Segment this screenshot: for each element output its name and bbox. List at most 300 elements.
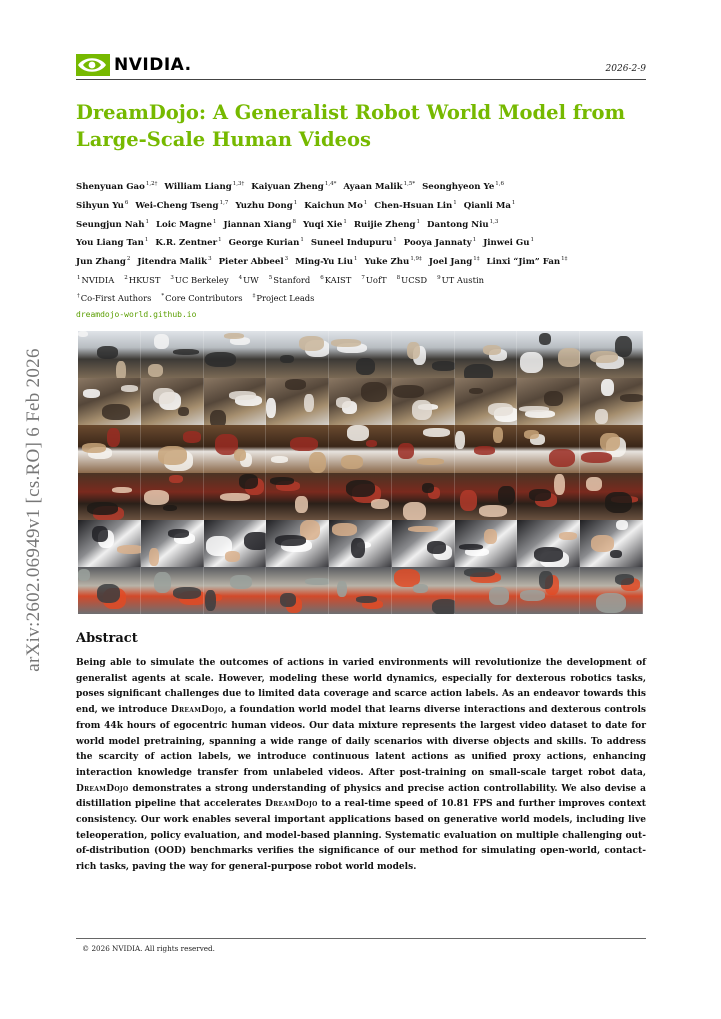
author-affiliation-marker: 1,9‡ (410, 256, 422, 263)
affiliation: $^4$UW (238, 274, 259, 285)
author-affiliation-marker: 1,5* (403, 181, 416, 187)
frame-object (494, 407, 518, 422)
affiliation: $^5$Stanford (268, 274, 311, 285)
frame-object (469, 388, 483, 394)
frame-object (93, 506, 124, 520)
frame-object (295, 496, 308, 513)
frame-object (423, 428, 450, 437)
author-affiliation-marker: 1 (145, 218, 149, 225)
affiliation: $^2$HKUST (124, 274, 161, 285)
frame-object (299, 336, 324, 351)
author-affiliation-marker: 8 (292, 218, 296, 225)
frame-object (413, 346, 426, 365)
frame-object (351, 538, 365, 558)
frame-object (337, 581, 347, 597)
author-affiliation-marker: 1 (453, 199, 457, 206)
video-frame (204, 331, 267, 378)
project-url-link[interactable]: dreamdojo-world.github.io (76, 309, 197, 319)
frame-object (229, 391, 256, 400)
author-name: Chen-Hsuan Lin$^1$ (374, 199, 457, 211)
frame-object (305, 340, 329, 357)
frame-object (366, 440, 377, 447)
frame-object (97, 584, 120, 603)
frame-object (611, 496, 638, 503)
frame-object (300, 520, 320, 540)
frame-object (427, 541, 446, 554)
title-line-1: DreamDojo: A Generalist Robot World Model from (76, 101, 626, 124)
video-frame (204, 473, 267, 520)
author-line (76, 177, 656, 196)
video-frame (204, 567, 267, 614)
affiliation: $^7$UofT (361, 274, 387, 285)
affiliation: $^8$UCSD (396, 274, 428, 285)
video-frame (580, 425, 643, 472)
author-affiliation-marker: 1,7 (219, 199, 229, 206)
frame-object (164, 450, 193, 471)
frame-object (148, 364, 163, 377)
frame-object (154, 572, 171, 593)
frame-object (149, 548, 159, 566)
frame-object (239, 474, 258, 489)
video-frame (266, 473, 329, 520)
frame-object (245, 478, 264, 495)
frame-object (586, 477, 602, 491)
frame-object (215, 434, 238, 455)
author-name: Sihyun Yu$^6$ (76, 199, 129, 211)
video-frame (329, 567, 392, 614)
abstract-text: Being able to simulate the outcomes of actions in varied environments will revolutionize the development of generalist agents at scale. However, modeling these world dynamics, especially for dexterous robotics tasks, poses significant challenges due to limited data coverage and scarce action labels. As an endeavor towards this end, we introduce DreamDojo, a foundation world model that learns diverse interactions and dexterous controls from 44k hours of egocentric human videos. Our data mixture represents the largest video dataset to date for world model pretraining, spanning a wide range of daily scenarios with diverse objects and skills. To address the scarcity of action labels, we introduce continuous latent actions as unified proxy actions, enhancing interaction knowledge transfer from unlabeled videos. After post-training on small-scale target robot data, DreamDojo demonstrates a strong understanding of physics and precise action controllability. We also devise a distillation pipeline that accelerates DreamDojo to a real-time speed of 10.81 FPS and further improves context consistency. Our work enables several important applications based on generative world models, including live teleoperation, policy evaluation, and model-based planning. Systematic evaluation on multiple challenging out-of-distribution (OOD) benchmarks verifies the significance of our method for simulating open-world, contact-rich tasks, paving the way for general-purpose robot world models. (76, 658, 647, 873)
frame-object (590, 351, 618, 363)
frame-object (591, 535, 614, 552)
video-frame (266, 378, 329, 425)
footer-rule (76, 938, 646, 939)
author-name: William Liang$^{1,3\dagger}$ (164, 181, 245, 192)
video-frame (455, 378, 518, 425)
frame-object (455, 431, 465, 449)
video-frame (78, 567, 141, 614)
author-note: *Core Contributors (161, 292, 243, 303)
frame-object (304, 394, 314, 412)
model-name: DreamDojo (76, 783, 129, 794)
frame-object (281, 539, 312, 552)
frame-object (205, 590, 216, 611)
frame-object (168, 529, 189, 538)
frame-object (356, 358, 375, 375)
video-frame (329, 378, 392, 425)
teaser-figure (78, 331, 643, 614)
video-frame (392, 378, 455, 425)
frame-object (535, 493, 557, 507)
author-name: Dantong Niu$^{1,3}$ (427, 218, 499, 230)
frame-object (352, 484, 381, 503)
frame-object (117, 545, 141, 554)
frame-object (559, 532, 577, 540)
video-frame (392, 520, 455, 567)
frame-object (220, 493, 250, 501)
author-name: K.R. Zentner$^1$ (155, 237, 222, 249)
video-frame (329, 520, 392, 567)
frame-object (230, 575, 252, 589)
author-lines (76, 177, 656, 271)
header-date: 2026-2-9 (605, 64, 646, 74)
author-name: Pooya Jannaty$^1$ (403, 237, 477, 249)
video-frame (204, 378, 267, 425)
frame-object (224, 333, 244, 339)
author-affiliation-marker: 1,3† (232, 181, 245, 187)
video-frame (392, 331, 455, 378)
frame-object (600, 433, 620, 451)
frame-object (524, 430, 539, 439)
frame-object (428, 487, 440, 499)
frame-object (275, 535, 306, 546)
frame-object (230, 337, 250, 345)
video-frame (392, 473, 455, 520)
video-frame (266, 520, 329, 567)
author-name: Pieter Abbeel$^3$ (218, 256, 289, 268)
frame-object (97, 346, 118, 359)
author-line (76, 215, 656, 234)
author-affiliation-marker: 1,2† (145, 181, 158, 187)
author-affiliation-marker: 1 (511, 199, 516, 206)
frame-object (605, 492, 632, 513)
frame-object (615, 336, 632, 357)
video-frame (455, 520, 518, 567)
title-line-2: Large-Scale Human Videos (76, 128, 372, 151)
frame-object (183, 431, 201, 443)
video-frame (78, 331, 141, 378)
author-name: Joel Jang$^{1\ddagger}$ (428, 256, 480, 268)
video-frame (329, 425, 392, 472)
frame-object (210, 410, 226, 425)
frame-object (610, 550, 622, 558)
author-name: Linxi “Jim” Fan$^{1\ddagger}$ (486, 256, 568, 268)
frame-object (596, 355, 624, 369)
frame-object (206, 536, 232, 556)
video-frame (78, 520, 141, 567)
frame-object (107, 428, 120, 447)
frame-object (489, 587, 509, 605)
author-name: Ruijie Zheng$^1$ (353, 218, 421, 230)
author-name: Kaichun Mo$^1$ (304, 199, 368, 211)
model-name: DreamDojo (170, 705, 224, 716)
author-name: Jiannan Xiang$^8$ (223, 218, 296, 230)
frame-object (225, 551, 240, 562)
frame-object (234, 449, 246, 461)
frame-object (540, 551, 569, 567)
frame-object (407, 342, 420, 359)
author-name: Jitendra Malik$^3$ (137, 256, 212, 268)
video-frame (455, 473, 518, 520)
video-frame (141, 473, 204, 520)
video-frame (580, 473, 643, 520)
frame-object (558, 348, 580, 367)
author-name: Jinwei Gu$^1$ (483, 237, 535, 249)
video-frame (517, 425, 580, 472)
frame-object (173, 587, 201, 599)
frame-object (266, 398, 276, 418)
affiliation: $^6$KAIST (320, 274, 352, 285)
author-name: Shenyuan Gao$^{1,2\dagger}$ (76, 181, 158, 192)
video-frame (78, 473, 141, 520)
frame-object (545, 575, 559, 595)
frame-object (285, 379, 306, 390)
model-name: DreamDojo (265, 799, 318, 810)
frame-object (98, 530, 114, 548)
author-name: Loic Magne$^1$ (155, 218, 217, 230)
frame-object (493, 427, 503, 443)
frame-object (92, 526, 108, 542)
author-affiliation-marker: 1 (393, 237, 397, 244)
frame-object (290, 437, 318, 451)
affiliations-line (76, 271, 656, 289)
frame-object (159, 392, 181, 410)
author-name: Jun Zhang$^2$ (76, 256, 131, 268)
frame-object (357, 542, 371, 548)
frame-object (408, 526, 438, 532)
author-name: Ayaan Malik$^{1,5*}$ (343, 181, 416, 192)
frame-object (305, 578, 329, 585)
frame-object (403, 502, 426, 520)
video-frame (141, 378, 204, 425)
frame-object (432, 361, 455, 371)
frame-object (336, 397, 351, 408)
frame-object (498, 486, 515, 505)
frame-object (581, 452, 612, 463)
author-notes-line (76, 289, 656, 307)
frame-object (179, 591, 204, 605)
nvidia-logo (76, 54, 192, 76)
frame-object (178, 407, 189, 416)
author-name: Wei-Cheng Tseng$^{1,7}$ (135, 199, 229, 211)
author-affiliation-marker: 2 (126, 256, 131, 263)
author-affiliation-marker: 1 (300, 237, 304, 244)
video-frame (141, 331, 204, 378)
author-affiliation-marker: 1 (472, 237, 477, 244)
frame-object (211, 594, 222, 601)
video-frame (580, 331, 643, 378)
frame-object (116, 361, 126, 378)
frame-object (595, 409, 608, 424)
frame-object (102, 404, 130, 420)
author-note: †Co-First Authors (77, 292, 152, 303)
frame-object (331, 339, 361, 347)
frame-object (270, 477, 294, 485)
frame-object (173, 349, 199, 355)
frame-object (361, 382, 387, 402)
author-affiliation-marker: 1‡ (561, 256, 568, 263)
author-affiliation-marker: 1 (416, 218, 421, 225)
video-frame (266, 567, 329, 614)
author-affiliation-marker: 1,3 (489, 218, 499, 225)
author-name: You Liang Tan$^1$ (76, 237, 149, 249)
author-name: Yuzhu Dong$^1$ (235, 199, 298, 211)
video-frame (517, 331, 580, 378)
frame-object (87, 502, 118, 515)
author-affiliation-marker: 6 (124, 199, 129, 206)
author-name: Seungjun Nah$^1$ (76, 218, 149, 230)
author-affiliation-marker: 1 (213, 218, 217, 225)
nvidia-eye-icon (76, 54, 110, 76)
author-affiliation-marker: 1,4* (324, 181, 337, 187)
frame-object (484, 529, 497, 544)
frame-object (519, 406, 549, 412)
author-affiliation-marker: 1 (144, 237, 149, 244)
arxiv-id-text: arXiv:2602.06949v1 [cs.RO] 6 Feb 2026 (23, 348, 44, 672)
frame-object (413, 584, 428, 593)
frame-object (276, 481, 300, 491)
abstract-heading: Abstract (76, 631, 138, 646)
frame-object (332, 523, 357, 536)
frame-object (418, 404, 438, 410)
frame-object (158, 446, 187, 465)
frame-object (153, 388, 175, 404)
frame-object (347, 425, 369, 441)
page-header (76, 52, 646, 82)
frame-object (154, 334, 169, 349)
frame-object (88, 447, 112, 459)
frame-object (620, 394, 643, 402)
frame-object (596, 593, 626, 613)
frame-object (121, 385, 138, 392)
frame-object (460, 490, 477, 511)
frame-object (601, 379, 614, 396)
frame-object (205, 352, 236, 367)
video-frame (517, 473, 580, 520)
video-frame (455, 331, 518, 378)
author-block (76, 177, 656, 322)
video-frame (517, 378, 580, 425)
author-affiliation-marker: 1 (218, 237, 222, 244)
frame-object (525, 410, 555, 418)
video-frame (455, 425, 518, 472)
frame-object (539, 571, 553, 589)
author-name: Ming-Yu Liu$^1$ (295, 256, 358, 268)
frame-object (534, 547, 563, 562)
frame-object (479, 505, 507, 517)
author-affiliation-marker: 1‡ (473, 256, 480, 263)
author-note: ‡Project Leads (252, 292, 315, 303)
frame-object (606, 437, 626, 457)
video-frame (580, 378, 643, 425)
frame-object (615, 574, 634, 585)
author-affiliation-marker: 1 (293, 199, 298, 206)
video-frame (78, 378, 141, 425)
video-frame (204, 520, 267, 567)
video-frame (141, 425, 204, 472)
arxiv-stamp (22, 300, 46, 720)
author-name: Yuke Zhu$^{1,9\ddagger}$ (364, 256, 422, 268)
frame-object (464, 568, 495, 577)
video-frame (329, 473, 392, 520)
frame-object (539, 333, 551, 345)
frame-object (520, 590, 545, 601)
video-frame (204, 425, 267, 472)
author-line (76, 252, 656, 271)
video-frame (455, 567, 518, 614)
video-frame (266, 331, 329, 378)
video-frame (580, 520, 643, 567)
frame-object (520, 352, 543, 373)
frame-object (465, 548, 489, 556)
frame-object (286, 597, 302, 613)
frame-object (356, 596, 377, 603)
frame-object (163, 505, 177, 511)
frame-object (342, 401, 357, 414)
frame-object (412, 400, 432, 420)
frame-object (616, 520, 628, 530)
frame-object (459, 544, 483, 550)
frame-object (83, 389, 100, 398)
author-affiliation-marker: 1 (530, 237, 535, 244)
frame-object (422, 483, 434, 493)
video-frame (392, 425, 455, 472)
frame-object (489, 349, 507, 361)
frame-object (530, 434, 545, 445)
frame-object (280, 593, 296, 607)
video-frame (78, 425, 141, 472)
header-rule (76, 79, 646, 80)
frame-object (470, 572, 501, 583)
frame-object (474, 446, 495, 455)
logo-wordmark: NVIDIA. (114, 55, 192, 75)
frame-object (417, 458, 444, 465)
author-line (76, 233, 656, 252)
frame-object (82, 443, 106, 453)
author-name: Qianli Ma$^1$ (463, 199, 516, 211)
affiliation: $^3$UC Berkeley (170, 274, 229, 285)
frame-object (464, 364, 493, 378)
frame-object (78, 331, 88, 337)
author-name: Kaiyuan Zheng$^{1,4*}$ (251, 181, 337, 192)
frame-object (235, 395, 262, 406)
author-affiliation-marker: 3 (284, 256, 289, 263)
frame-object (341, 455, 363, 469)
author-name: Yuqi Xie$^1$ (303, 218, 347, 230)
frame-object (174, 533, 195, 544)
frame-object (337, 343, 367, 353)
frame-object (280, 355, 294, 363)
frame-object (398, 443, 414, 459)
author-affiliation-marker: 1 (353, 256, 358, 263)
frame-object (144, 490, 169, 505)
frame-object (103, 588, 126, 609)
frame-object (309, 452, 326, 472)
frame-object (549, 449, 575, 467)
author-affiliation-marker: 1 (363, 199, 368, 206)
frame-object (488, 403, 513, 416)
frame-object (78, 569, 90, 581)
author-affiliation-marker: 3 (208, 256, 212, 263)
author-name: Suneel Indupuru$^1$ (310, 237, 397, 249)
frame-object (112, 487, 132, 493)
frame-object (362, 600, 383, 609)
author-name: George Kurian$^1$ (228, 237, 304, 249)
frame-object (346, 480, 375, 497)
video-frame (517, 520, 580, 567)
video-frame (141, 567, 204, 614)
frame-object (432, 599, 455, 614)
frame-object (529, 489, 551, 501)
frame-object (554, 474, 565, 495)
frame-object (621, 578, 640, 591)
video-frame (580, 567, 643, 614)
video-frame (266, 425, 329, 472)
author-affiliation-marker: 1,6 (495, 181, 505, 187)
paper-title (76, 99, 636, 153)
frame-object (433, 545, 452, 560)
author-name: Seonghyeon Ye$^{1,6}$ (422, 181, 505, 192)
video-frame (517, 567, 580, 614)
